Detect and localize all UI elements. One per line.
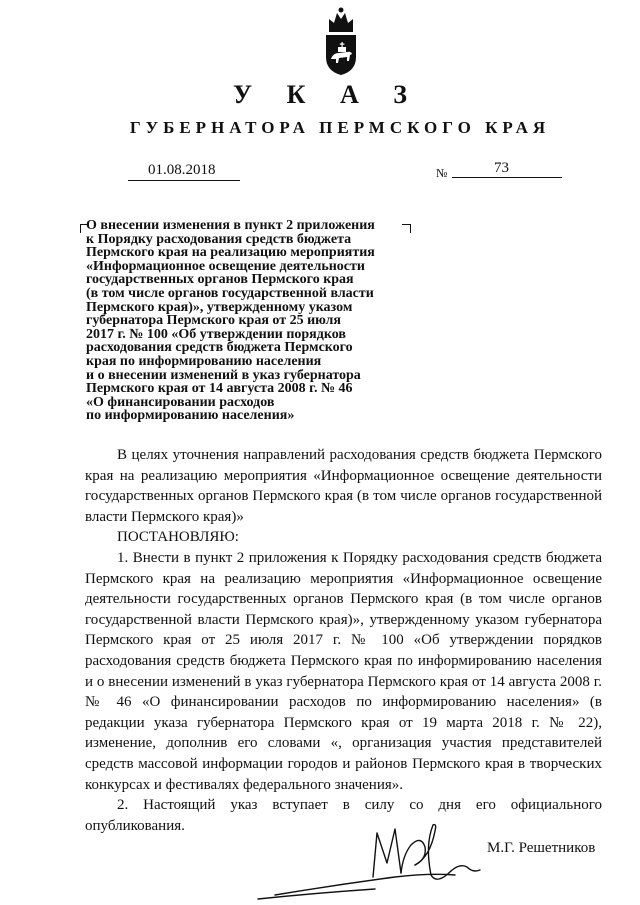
preamble-paragraph: В целях уточнения направлений расходования средств бюджета Пермского края на реализацию мероприятия «Информационное освещение деятельности государственных органов Пермского края (в том числе органов государственной власти Пермского края)»	[85, 447, 602, 525]
decree-heading	[86, 219, 416, 423]
heading-line: Пермского края от 14 августа 2008 г. № 46	[86, 381, 353, 397]
item-1-paragraph: 1. Внести в пункт 2 приложения к Порядку расходования средств бюджета Пермского края на реализацию мероприятия «Информационное освещение деятельности государственных органов Пермского края (в том числе органов государственной власти Пермского края)», утвержденному указом губернатора Пермского края от 25 июля 2017 г. № 100 «Об утверждении порядков расходования средств бюджета Пермского края по информированию населения и о внесении изменений в указ губернатора Пермского края от 14 августа 2008 г. № 46 «О финансировании расходов по информированию населения» (в редакции указа губернатора Пермского края от 19 марта 2018 г. № 22), изменение, дополнив его словами «, организация участия представителей средств массовой информации городов и районов Пермского края в творческих конкурсах и фестивалях федерального значения».	[85, 549, 602, 793]
number-underline	[452, 177, 562, 178]
coat-of-arms-icon	[321, 5, 361, 77]
decree-body	[85, 445, 602, 836]
number-sign: №	[436, 166, 448, 180]
decree-number: 73	[494, 160, 509, 176]
heading-line: О внесении изменения в пункт 2 приложения	[86, 218, 375, 233]
heading-line: по информированию населения»	[86, 408, 295, 424]
heading-line: Пермского края)», утвержденному указом	[86, 299, 353, 315]
heading-line: к Порядку расходования средств бюджета	[86, 231, 352, 247]
decree-date: 01.08.2018	[148, 162, 216, 178]
heading-line: государственных органов Пермского края	[86, 272, 354, 288]
document-subtitle: ГУБЕРНАТОРА ПЕРМСКОГО КРАЯ	[129, 118, 551, 137]
document-title: У К А З	[233, 80, 421, 109]
heading-line: расходования средств бюджета Пермского	[86, 340, 353, 356]
heading-line: 2017 г. № 100 «Об утверждении порядков	[86, 326, 346, 342]
decree-word: ПОСТАНОВЛЯЮ:	[117, 529, 239, 546]
item-2-paragraph: 2. Настоящий указ вступает в силу со дня его официального опубликования.	[85, 797, 602, 834]
heading-line: края по информированию населения	[86, 353, 322, 369]
heading-line: «Информационное освещение деятельности	[86, 258, 365, 274]
handwritten-signature	[255, 815, 485, 900]
signer-name: М.Г. Решетников	[487, 840, 596, 856]
heading-line: и о внесении изменений в указ губернатора	[86, 367, 361, 383]
date-underline	[128, 180, 240, 181]
heading-line: Пермского края на реализацию мероприятия	[86, 245, 375, 261]
heading-line: губернатора Пермского края от 25 июля	[86, 313, 341, 329]
heading-line: «О финансировании расходов	[86, 394, 275, 410]
heading-line: (в том числе органов государственной власти	[86, 285, 374, 301]
